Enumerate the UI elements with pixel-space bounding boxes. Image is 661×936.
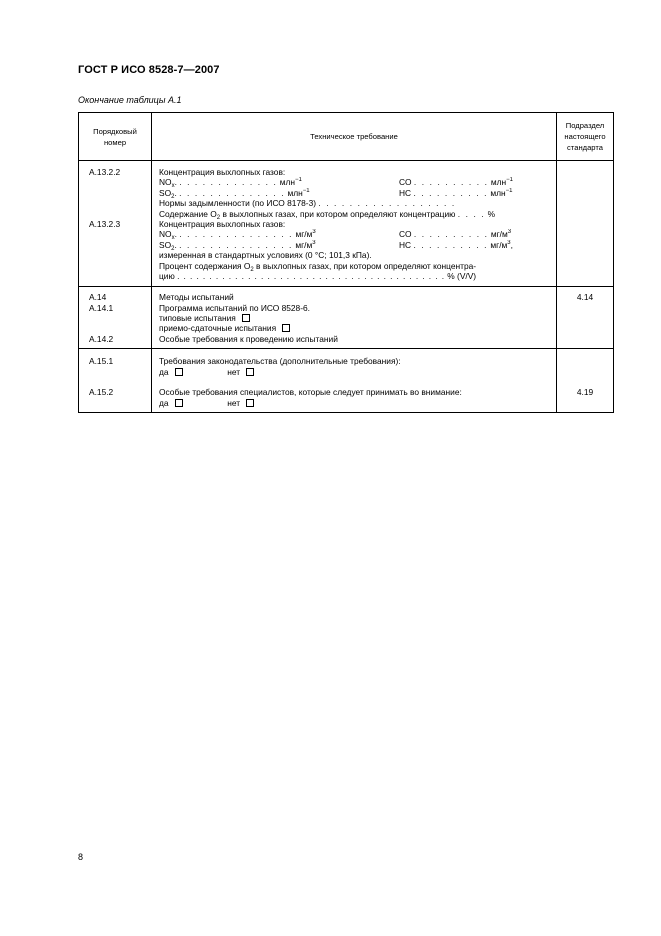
table-header-row	[79, 113, 614, 161]
checkbox-acceptance-tests[interactable]	[282, 324, 290, 332]
table-row	[79, 287, 614, 349]
section-cell: 4.19	[557, 349, 614, 413]
checkbox-type-tests[interactable]	[242, 314, 250, 322]
row-number-cell: А.13.2.2 А.13.2.3	[79, 161, 152, 287]
row-number-cell: А.14 А.14.1 А.14.2	[79, 287, 152, 349]
requirements-table	[78, 112, 614, 413]
document-title: ГОСТ Р ИСО 8528-7—2007	[78, 64, 220, 76]
requirement-cell: Методы испытаний Программа испытаний по ИСО 8528-6. типовые испытания приемо-сдаточные испытания Особые требования к проведению испытаний	[152, 287, 557, 349]
table-caption: Окончание таблицы А.1	[78, 95, 182, 105]
requirement-cell: Требования законодательства (дополнительные требования): да нет Особые требования специалистов, которые следует принимать во внимание: да нет	[152, 349, 557, 413]
column-header-requirement: Техническое требование	[152, 113, 557, 161]
column-header-number: Порядковый номер	[79, 113, 152, 161]
section-cell	[557, 161, 614, 287]
column-header-section: Подраздел настоящего стандарта	[557, 113, 614, 161]
checkbox-expert-no[interactable]	[246, 399, 254, 407]
checkbox-expert-yes[interactable]	[175, 399, 183, 407]
row-number-cell: А.15.1 А.15.2	[79, 349, 152, 413]
section-cell: 4.14	[557, 287, 614, 349]
checkbox-legal-yes[interactable]	[175, 368, 183, 376]
table-row	[79, 349, 614, 413]
checkbox-legal-no[interactable]	[246, 368, 254, 376]
requirement-cell: Концентрация выхлопных газов: $NO_x$. . . . . . . . . . . . . . млн$^{-1}$ CO . . . . . . . . . . млн$^{-1}$ $SO_2$. . . . . . . . . . . . . . . млн$^{-1}$ HC . . . . . . . . . . млн$^{-1}$ Нормы задымленности (по ИСО 8178-3) . . . . . . . . . . . . . . . . . . Содержание $O_2$ в выхлопных газах, при котором определяют концентрацию . . . . % Концентрация выхлопных газов: $NO_x$. . . . . . . . . . . . . . . . $мг/м^3$ CO . . . . . . . . . . $мг/м^3$ $SO_2$. . . . . . . . . . . . . . . . $мг/м^3$ HC . . . . . . . . . . $мг/м^3$, измеренная в стандартных условиях (0 °С; 101,3 кПа). Процент содержания $O_2$ в выхлопных газах, при котором определяют концентра- цию . . . . . . . . . . . . . . . . . . . . . . . . . . . . . . . . . . . . . . . . . . % (V/V)	[152, 161, 557, 287]
page-number: 8	[78, 852, 84, 862]
table-row	[79, 161, 614, 287]
